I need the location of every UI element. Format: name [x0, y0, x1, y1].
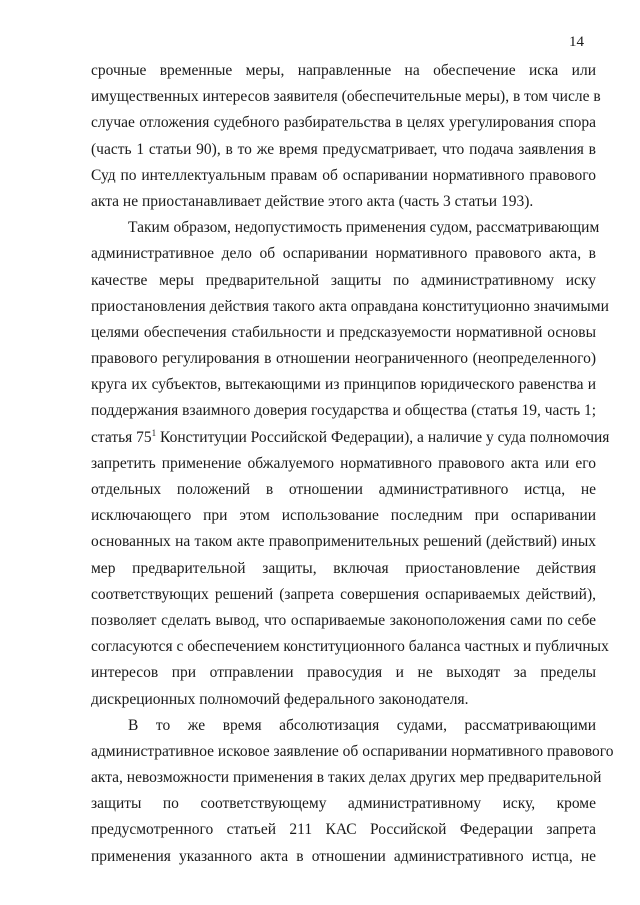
text-line: (часть 1 статьи 90), в то же время предусматривает, что подача заявления в — [91, 140, 596, 158]
text-line: административное исковое заявление об оспаривании нормативного правового — [91, 742, 614, 760]
text-fragment: статья 75 — [91, 428, 152, 446]
text-line: административное дело об оспаривании нормативного правового акта, в — [91, 245, 596, 263]
text-line: предусмотренного статьей 211 КАС Российской Федерации запрета — [91, 821, 596, 839]
text-line: позволяет сделать вывод, что оспариваемые законоположения сами по себе — [91, 611, 596, 629]
text-line: приостановления действия такого акта оправдана конституционно значимыми — [91, 297, 609, 315]
text-line: интересов при отправлении правосудия и не выходят за пределы — [91, 664, 596, 682]
body-text — [91, 58, 614, 870]
text-line: качестве меры предварительной защиты по административному иску — [91, 271, 596, 289]
text-line: мер предварительной защиты, включая приостановление действия — [91, 559, 596, 577]
superscript: 1 — [151, 427, 157, 438]
paragraph — [91, 215, 610, 713]
text-line: В то же время абсолютизация судами, рассматривающими — [128, 716, 596, 734]
text-line — [91, 425, 610, 451]
text-line: целями обеспечения стабильности и предсказуемости нормативной основы — [91, 323, 596, 341]
paragraph — [91, 713, 614, 870]
text-line: случае отложения судебного разбирательства в целях урегулирования спора — [91, 114, 596, 132]
text-line: запретить применение обжалуемого нормативного правового акта или его — [91, 454, 596, 472]
text-line: Суд по интеллектуальным правам об оспаривании нормативного правового — [91, 166, 596, 184]
text-line: применения указанного акта в отношении административного истца, не — [91, 847, 596, 865]
text-line: срочные временные меры, направленные на обеспечение иска или — [91, 62, 596, 79]
text-line: круга их субъектов, вытекающими из принципов юридического равенства и — [91, 376, 596, 394]
text-line: дискреционных полномочий федерального законодателя. — [91, 690, 469, 708]
text-line: основанных на таком акте правоприменительных решений (действий) иных — [91, 533, 596, 551]
text-line: поддержания взаимного доверия государства и общества (статья 19, часть 1; — [91, 402, 597, 420]
text-fragment: Конституции Российской Федерации), а наличие у суда полномочия — [156, 428, 610, 446]
text-line: имущественных интересов заявителя (обеспечительные меры), в том числе в — [91, 88, 601, 106]
text-line: Таким образом, недопустимость применения судом, рассматривающим — [128, 219, 600, 237]
text-line: соответствующих решений (запрета совершения оспариваемых действий), — [91, 585, 596, 603]
text-line: защиты по соответствующему административному иску, кроме — [91, 795, 596, 813]
text-line: правового регулирования в отношении неограниченного (неопределенного) — [91, 350, 596, 368]
page-number: 14 — [569, 34, 584, 50]
paragraph — [91, 58, 601, 215]
text-line: акта, невозможности применения в таких делах других мер предварительной — [91, 769, 602, 787]
text-line: исключающего при этом использование последним при оспаривании — [91, 507, 596, 525]
text-line: акта не приостанавливает действие этого акта (часть 3 статьи 193). — [91, 192, 534, 210]
text-line: отдельных положений в отношении административного истца, не — [91, 481, 596, 498]
text-line: согласуются с обеспечением конституционного баланса частных и публичных — [91, 638, 609, 656]
